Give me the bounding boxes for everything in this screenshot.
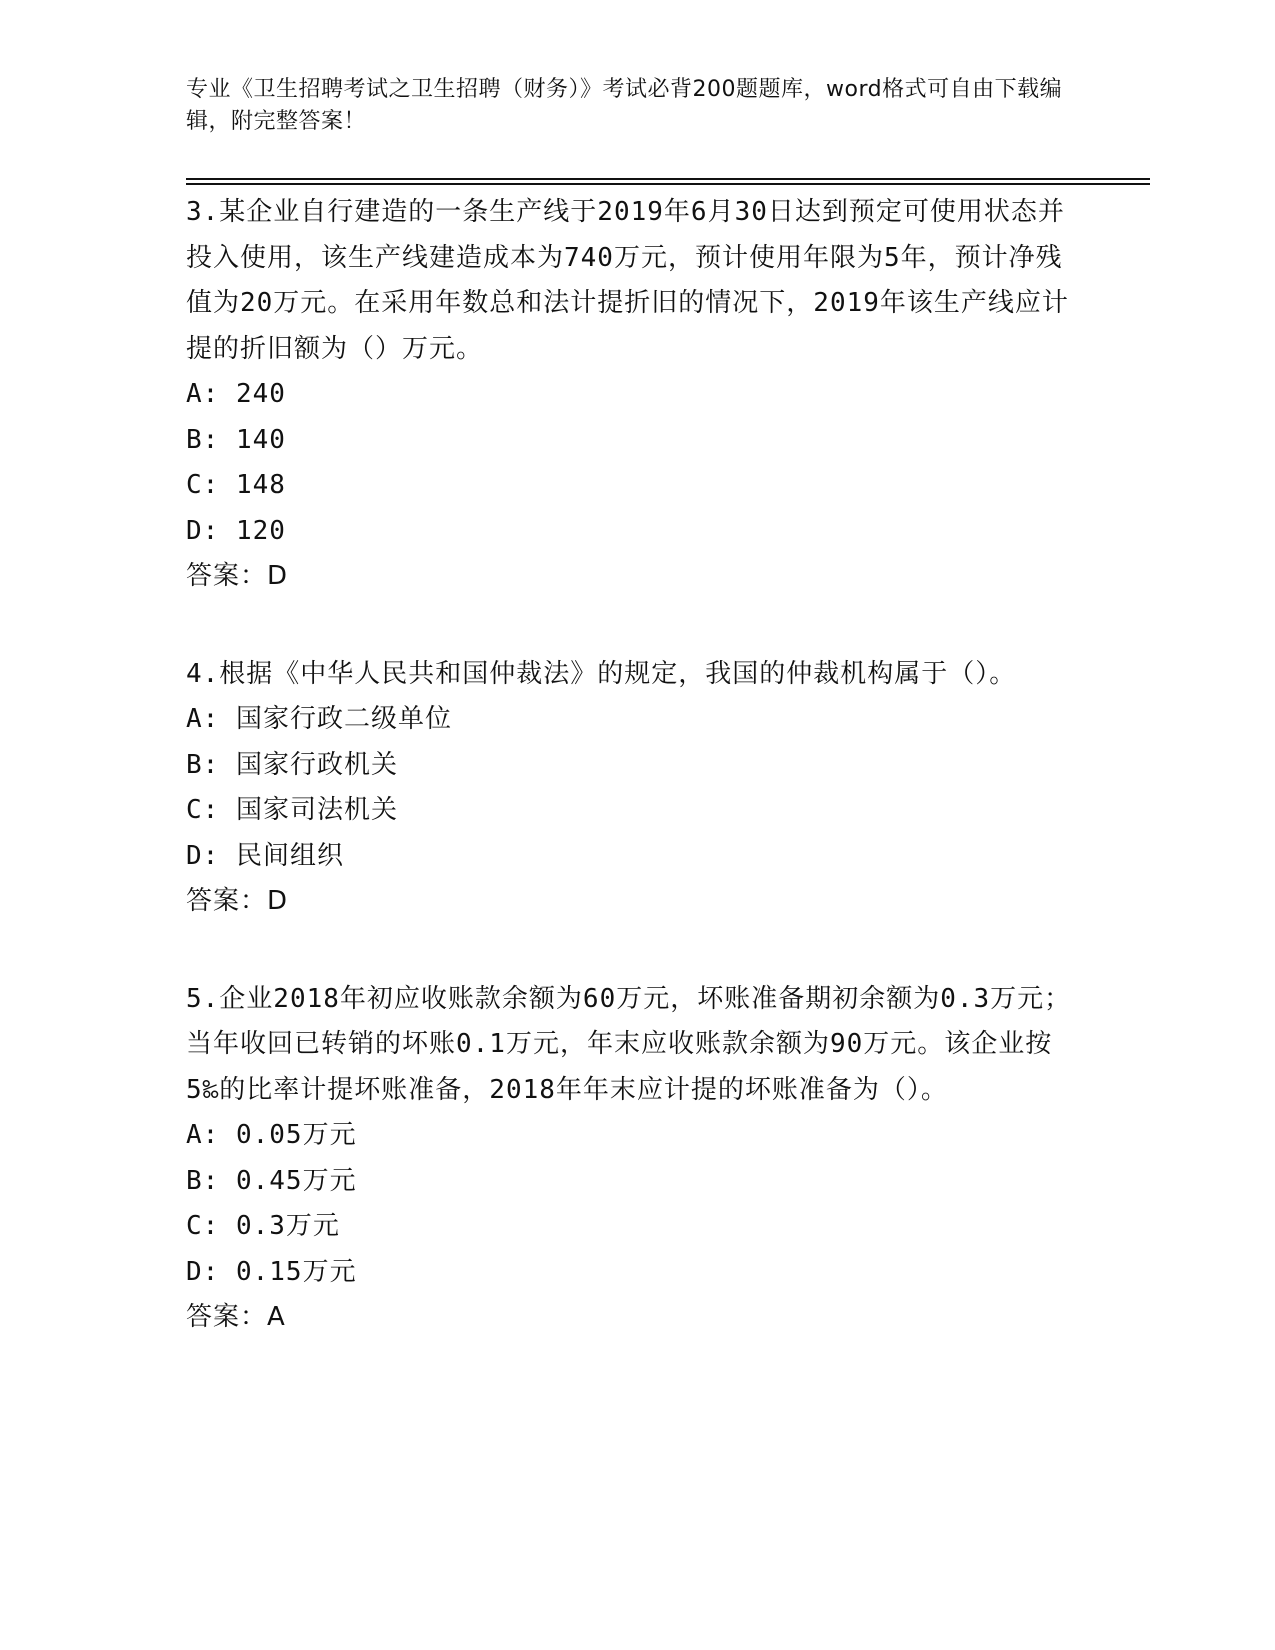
option-a: A: 国家行政二级单位 — [186, 704, 452, 734]
option-c: C: 0.3万元 — [186, 1211, 340, 1241]
option-c: C: 148 — [186, 470, 286, 500]
question-stem: 5.企业2018年初应收账款余额为60万元，坏账准备期初余额为0.3万元；当年收回已转销的坏账0.1万元，年末应收账款余额为90万元。该企业按5‰的比率计提坏账准备，2018年年末应计提的坏账准备为（）。 — [186, 983, 1072, 1105]
answer-line: 答案：D — [186, 561, 289, 591]
option-d: D: 0.15万元 — [186, 1256, 357, 1287]
header-divider-top — [186, 178, 1150, 180]
option-b: B: 0.45万元 — [186, 1165, 357, 1196]
question-4 — [186, 652, 1076, 925]
answer-line: 答案：A — [186, 1302, 286, 1332]
question-3 — [186, 190, 1076, 600]
header-divider-bottom — [186, 183, 1150, 185]
option-a: A: 240 — [186, 379, 286, 409]
option-d: D: 民间组织 — [186, 840, 344, 871]
document-header: 专业《卫生招聘考试之卫生招聘（财务）》考试必背200题题库，word格式可自由下载编辑，附完整答案！ — [186, 77, 1063, 134]
question-list — [186, 190, 1076, 1393]
option-a: A: 0.05万元 — [186, 1120, 357, 1150]
option-b: B: 140 — [186, 424, 286, 455]
question-stem: 3.某企业自行建造的一条生产线于2019年6月30日达到预定可使用状态并投入使用，该生产线建造成本为740万元，预计使用年限为5年，预计净残值为20万元。在采用年数总和法计提折旧的情况下，2019年该生产线应计提的折旧额为（）万元。 — [186, 197, 1069, 364]
option-b: B: 国家行政机关 — [186, 749, 398, 780]
question-5 — [186, 977, 1076, 1341]
option-d: D: 120 — [186, 515, 286, 546]
question-stem: 4.根据《中华人民共和国仲裁法》的规定，我国的仲裁机构属于（）。 — [186, 658, 1017, 689]
option-c: C: 国家司法机关 — [186, 795, 398, 825]
answer-line: 答案：D — [186, 886, 289, 916]
